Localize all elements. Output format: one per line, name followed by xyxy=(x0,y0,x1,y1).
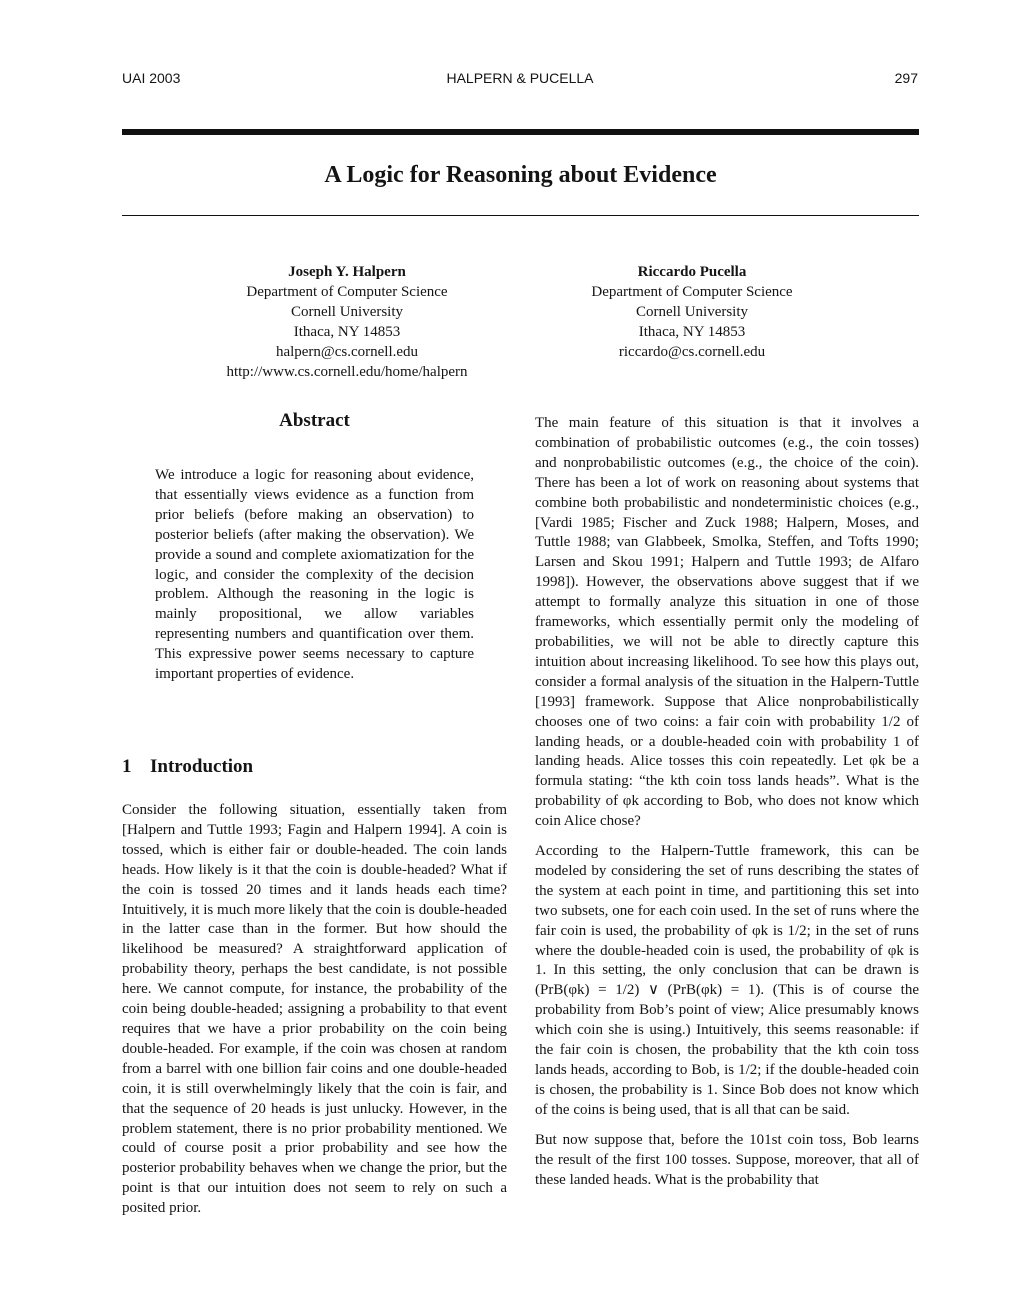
author-name: Riccardo Pucella xyxy=(637,264,747,280)
author-university: Cornell University xyxy=(290,304,404,320)
section-number: 1 xyxy=(122,756,132,777)
running-head xyxy=(122,70,918,92)
title-rule-bottom xyxy=(122,215,919,216)
author-city: Ithaca, NY 14853 xyxy=(638,324,746,340)
author-name: Joseph Y. Halpern xyxy=(288,264,406,280)
section-title: Introduction xyxy=(150,756,254,777)
right-column-paragraph-2: According to the Halpern-Tuttle framework, this can be modeled by considering the set of runs describing the states of the system at each point in time, and partitioning this set into two subsets, one for each coin used. In the set of runs where the fair coin is used, the probability of φk is 1/2; in the set of runs where the double-headed coin is used, the probability of φk is 1. In this setting, the only conclusion that can be drawn is (PrB(φk) = 1/2) ∨ (PrB(φk) = 1). (This is of course the probability from Bob’s point of view; Alice presumably knows which coin she is using.) Intuitively, this seems reasonable: if the fair coin is chosen, the probability that the kth coin toss lands heads, according to Bob, is 1/2; if the double-headed coin is chosen, the probability is 1. Since Bob does not know which of the coins is being used, that is all that can be said. xyxy=(535,843,919,1118)
paper-title: A Logic for Reasoning about Evidence xyxy=(324,162,717,188)
author-block-halpern xyxy=(167,262,527,382)
abstract-text: We introduce a logic for reasoning about evidence, that essentially views evidence as a function from prior beliefs (before making an observation) to posterior beliefs (after making the observation). We provide a sound and complete axiomatization for the logic, and consider the complexity of the decision problem. Although the reasoning in the logic is mainly propositional, we allow variables representing numbers and quantification over them. This expressive power seems necessary to capture important properties of evidence. xyxy=(155,467,474,683)
section-heading-introduction xyxy=(122,754,507,780)
running-head-authors: HALPERN & PUCELLA xyxy=(446,70,594,86)
author-city: Ithaca, NY 14853 xyxy=(293,324,401,340)
right-column-paragraph-1: The main feature of this situation is that it involves a combination of probabilistic outcomes (e.g., the coin tosses) and nonprobabilistic outcomes (e.g., the choice of the coin). There has been a lot of work on reasoning about systems that combine both probabilistic and nondeterministic choices (e.g., [Vardi 1985; Fischer and Zuck 1988; Halpern, Moses, and Tuttle 1988; van Glabbeek, Smolka, Steffen, and Tofts 1990; Larsen and Skou 1991; Halpern and Tuttle 1993; de Alfaro 1998]). However, the observations above suggest that if we attempt to formally analyze this situation in one of those frameworks, which essentially permit only the modeling of probabilities, we will not be able to directly capture this intuition about increasing likelihood. To see how this plays out, consider a formal analysis of the situation in the Halpern-Tuttle [1993] framework. Suppose that Alice nonprobabilistically chooses one of two coins: a fair coin with probability 1/2 of landing heads, or a double-headed coin with probability 1 of landing heads. Alice tosses this coin repeatedly. Let φk be a formula stating: “the kth coin toss lands heads”. What is the probability of φk according to Bob, who does not know which coin Alice chose? xyxy=(535,415,919,830)
title-rule-top xyxy=(122,129,919,135)
right-column-paragraph-3: But now suppose that, before the 101st coin toss, Bob learns the result of the first 100 tosses. Suppose, moreover, that all of these landed heads. What is the probability that xyxy=(535,1131,919,1188)
author-block-pucella xyxy=(512,262,872,362)
running-head-venue: UAI 2003 xyxy=(122,70,181,86)
author-department: Department of Computer Science xyxy=(591,284,793,300)
author-email: riccardo@cs.cornell.edu xyxy=(618,344,766,360)
author-department: Department of Computer Science xyxy=(246,284,448,300)
right-column xyxy=(535,414,919,1200)
abstract-heading: Abstract xyxy=(279,410,350,431)
author-university: Cornell University xyxy=(635,304,749,320)
page-number: 297 xyxy=(894,70,918,86)
author-url: http://www.cs.cornell.edu/home/halpern xyxy=(226,364,468,380)
author-email: halpern@cs.cornell.edu xyxy=(275,344,419,360)
introduction-paragraph-1: Consider the following situation, essentially taken from [Halpern and Tuttle 1993; Fagin and Halpern 1994]. A coin is tossed, which is either fair or double-headed. The coin lands heads. How likely is it that the coin is double-headed? What if the coin is tossed 20 times and it lands heads each time? Intuitively, it is much more likely that the coin is double-headed in the latter case than in the former. But how should the likelihood be measured? A straightforward application of probability theory, perhaps the best candidate, is not possible here. We cannot compute, for instance, the probability of the coin being double-headed; assigning a probability to that event requires that we have a prior probability on the coin being double-headed. For example, if the coin was chosen at random from a barrel with one billion fair coins and one double-headed coin, it is still overwhelmingly likely that the coin is fair, and that the sequence of 20 heads is just unlucky. However, in the problem statement, there is no prior probability mentioned. We could of course posit a prior probability and see how the posterior probability behaves when we change the prior, but the point is that our intuition does not seem to rely on such a posited prior. xyxy=(122,802,507,1217)
